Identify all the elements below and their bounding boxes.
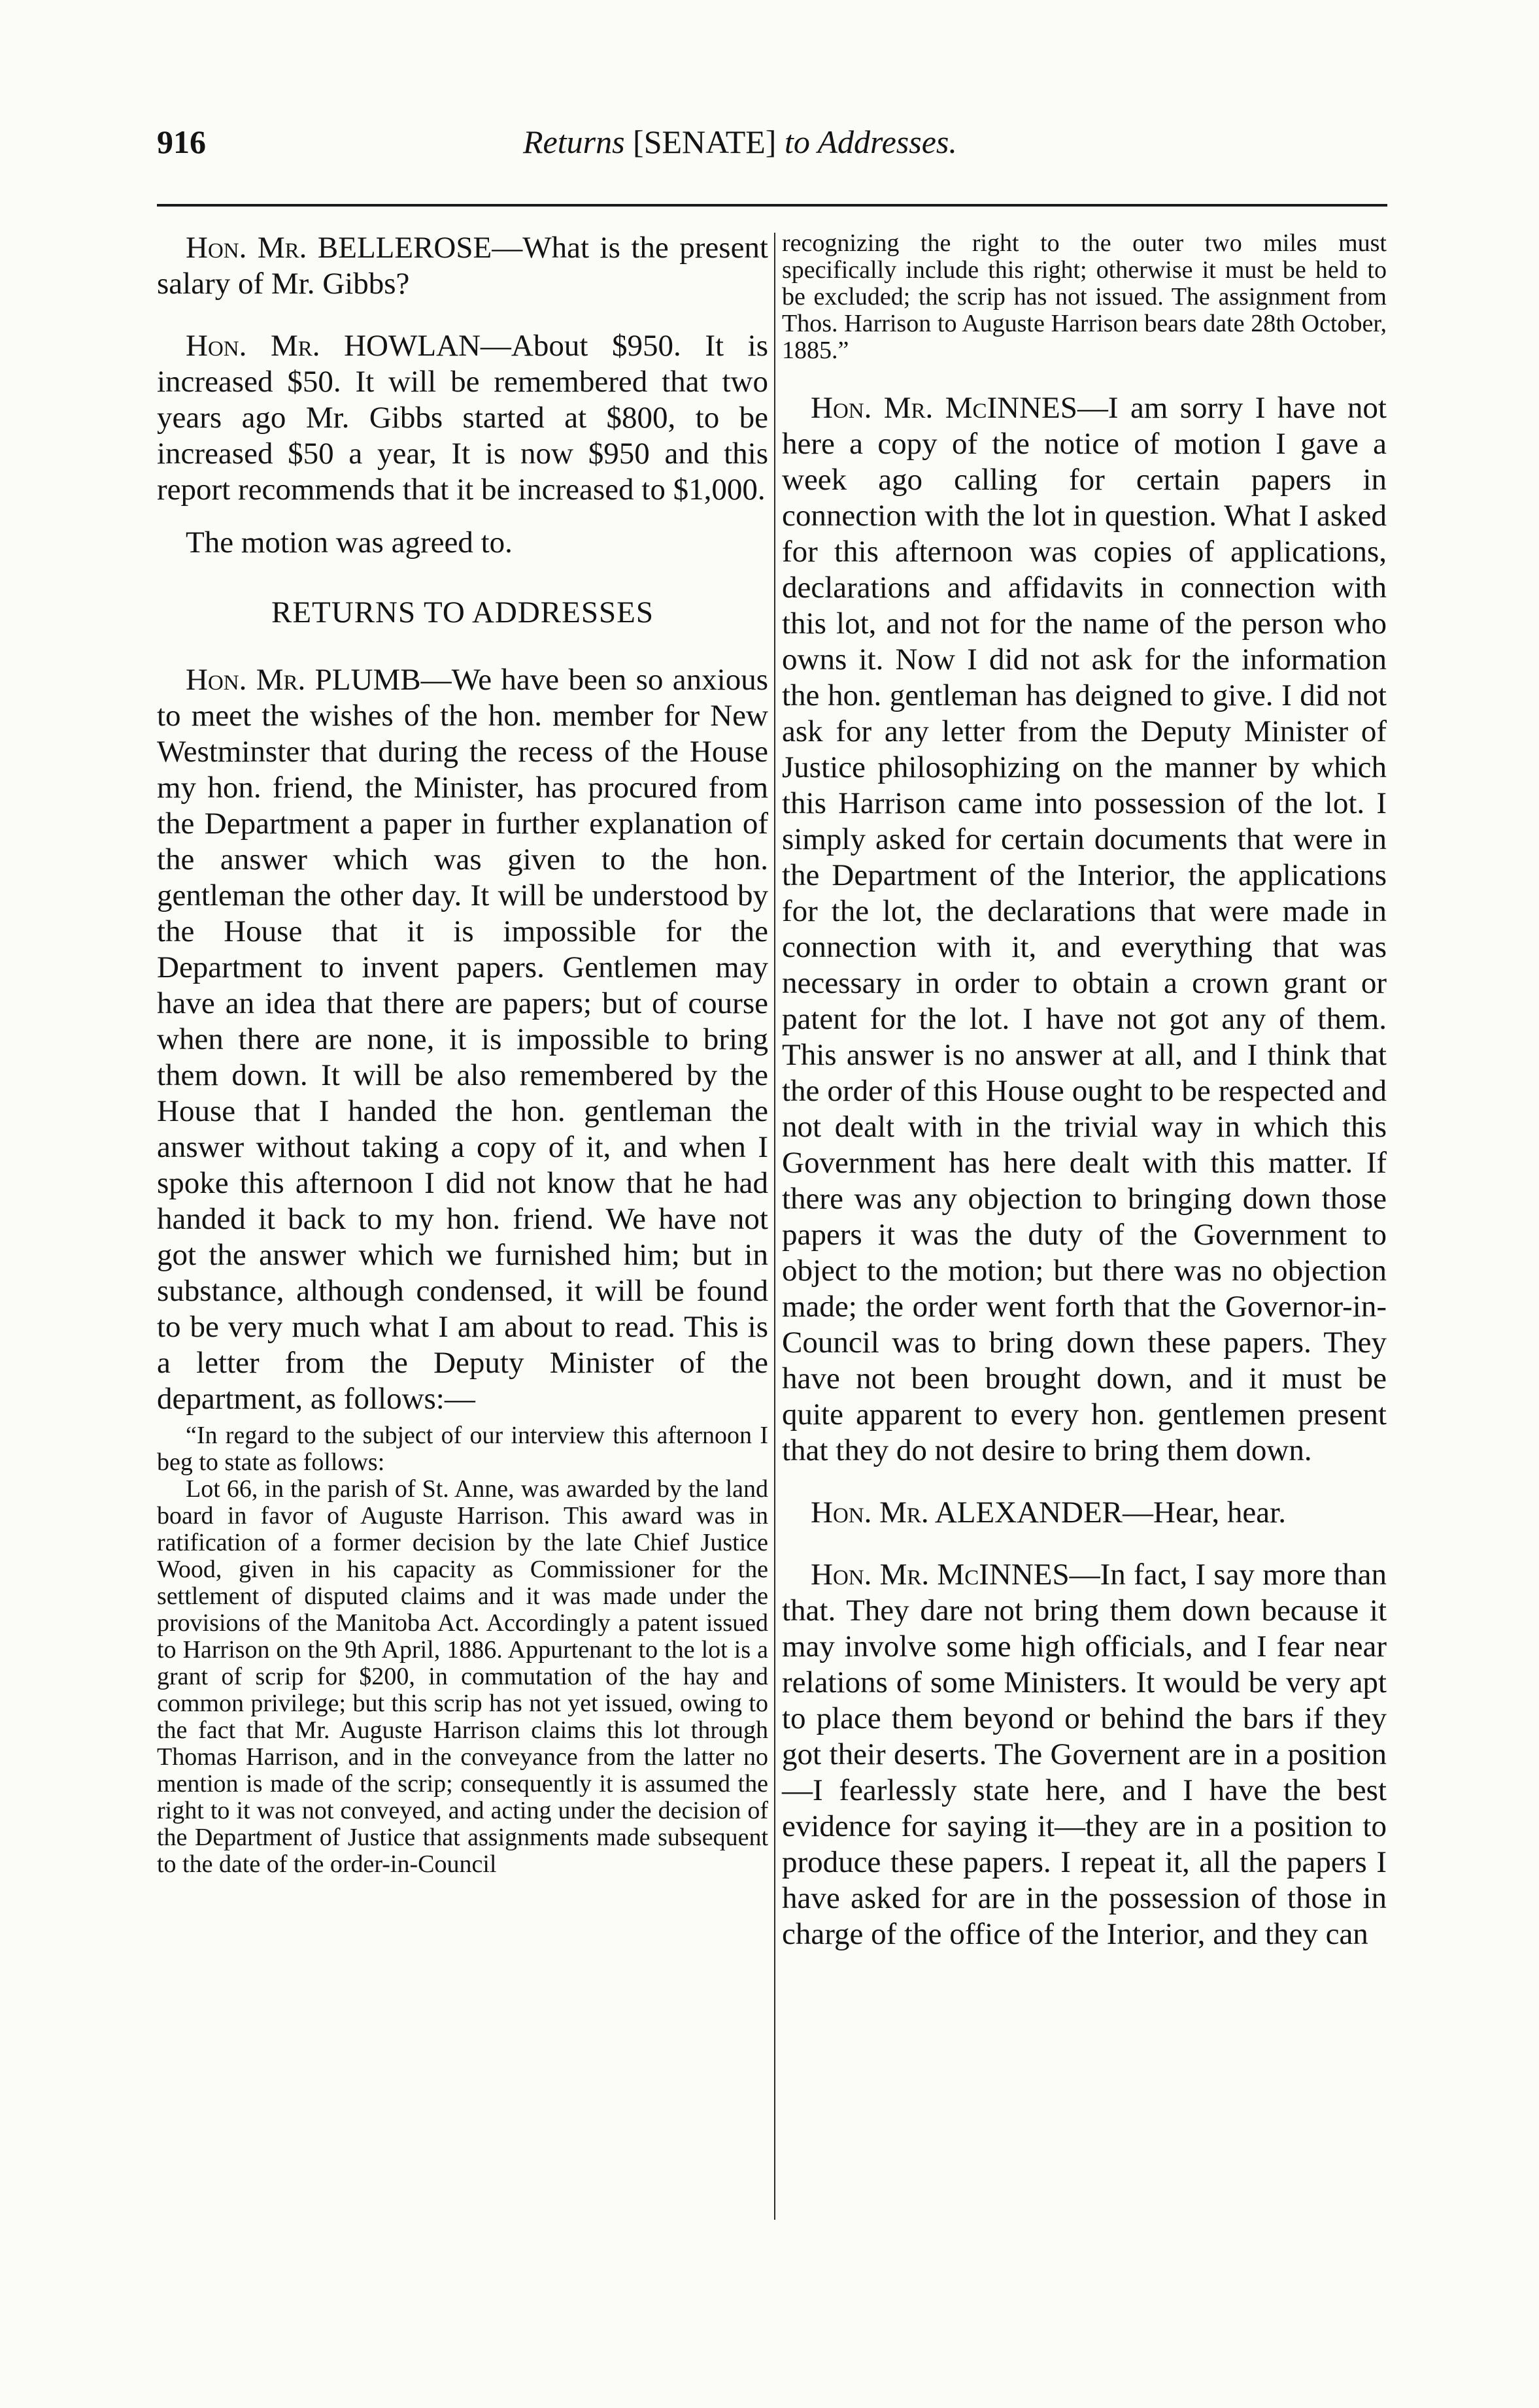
motion-agreed: The motion was agreed to. — [186, 526, 513, 560]
right-column — [782, 230, 1387, 1952]
header-rule — [157, 204, 1387, 207]
speech-text: —Hear, hear. — [1123, 1496, 1286, 1530]
speech-text: —We have been so anxious to meet the wishes of the hon. member for New Westminster that during the recess of the House my hon. friend, the Minister, has procured from the Department a paper in further explanation of the answer which was given to the hon. gentleman the other day. It will be understood by the House that it is impossible for the Department to invent papers. Gentlemen may have an idea that there are papers; but of course when there are none, it is impossible to bring them down. It will be also remembered by the House that I handed the hon. gentleman the answer without taking a copy of it, and when I spoke this afternoon I did not know that he had handed it back to my hon. friend. We have not got the answer which we furnished him; but in substance, although condensed, it will be found to be very much what I am about to read. This is a letter from the Deputy Minister of the department, as follows:— — [157, 663, 768, 1416]
speech-bellerose — [157, 230, 768, 302]
speech-text: —In fact, I say more than that. They dare not bring them down because it may involve some high officials, and I fear near relations of some Ministers. It would be very apt to place them beyond or behind the bars if they got their deserts. The Governent are in a position—I fearlessly state here, and I have the best evidence for saying it—they are in a position to produce these papers. I repeat it, all the papers I have asked for are in the possession of those in charge of the office of the Interior, and they can — [782, 1558, 1387, 1951]
speaker-name: Hon. Mr. PLUMB — [186, 663, 421, 697]
speaker-name: Hon. Mr. BELLEROSE — [186, 231, 492, 265]
speech-howlan — [157, 328, 768, 508]
speech-text: —What is the present salary of Mr. Gibbs? — [157, 231, 768, 301]
page-number: 916 — [157, 124, 206, 160]
speech-text: —I am sorry I have not here a copy of the notice of motion I gave a week ago calling for certain papers in connection with the lot in question. What I asked for this afternoon was copies of applications, declarations and affidavits in connection with this lot, and not for the name of the person who owns it. Now I did not ask for the information the hon. gentleman has deigned to give. I did not ask for any letter from the Deputy Minister of Justice philosophizing on the manner by which this Harrison came into possession of the lot. I simply asked for certain documents that were in the Department of the Interior, the applications for the lot, the declarations that were made in connection with it, and everything that was necessary in order to obtain a crown grant or patent for the lot. I have not got any of them. This answer is no answer at all, and I think that the order of this House ought to be respected and not dealt with in the trivial way in which this Government has here dealt with this matter. If there was any objection to bringing down those papers it was the duty of the Government to object to the motion; but there was no objection made; the order went forth that the Governor-in-Council was to bring down these papers. They have not been brought down, and it must be quite apparent to every hon. gentlemen present that they do not desire to bring them down. — [782, 391, 1387, 1467]
running-title-middle: [SENATE] — [633, 124, 777, 160]
running-title — [523, 123, 957, 161]
speaker-name: Hon. Mr. HOWLAN — [186, 329, 481, 363]
letter-quote-intro: “In regard to the subject of our interview this afternoon I beg to state as follows: — [157, 1422, 768, 1476]
column-divider — [774, 233, 775, 2220]
running-title-right: to Addresses. — [784, 124, 957, 160]
speech-mcinnes-2 — [782, 1557, 1387, 1952]
speaker-name: Hon. Mr. ALEXANDER — [811, 1496, 1123, 1530]
speech-alexander — [782, 1495, 1387, 1531]
speaker-name: Hon. Mr. McINNES — [811, 391, 1077, 425]
speech-mcinnes-1 — [782, 390, 1387, 1469]
section-heading: RETURNS TO ADDRESSES — [271, 595, 654, 629]
running-title-left: Returns — [523, 124, 625, 160]
speaker-name: Hon. Mr. McINNES — [811, 1558, 1070, 1592]
left-column — [157, 230, 768, 1878]
page-header — [157, 123, 1386, 175]
letter-quote-continued: recognizing the right to the outer two miles must specifically include this right; otherwise it must be held to be excluded; the scrip has not issued. The assignment from Thos. Harrison to Auguste Harrison bears date 28th October, 1885.” — [782, 229, 1387, 364]
speech-plumb — [157, 662, 768, 1417]
speech-text: —About $950. It is increased $50. It will be remembered that two years ago Mr. Gibbs started at $800, to be increased $50 a year, It is now $950 and this report recommends that it be increased to $1,000. — [157, 329, 768, 507]
letter-quote-body: Lot 66, in the parish of St. Anne, was awarded by the land board in favor of Auguste Harrison. This award was in ratification of a former decision by the late Chief Justice Wood, given in his capacity as Commissioner for the settlement of disputed claims and it was made under the provisions of the Manitoba Act. Accordingly a patent issued to Harrison on the 9th April, 1886. Appurtenant to the lot is a grant of scrip for $200, in commutation of the hay and common privilege; but this scrip has not yet issued, owing to the fact that Mr. Auguste Harrison claims this lot through Thomas Harrison, and in the conveyance from the latter no mention is made of the scrip; consequently it is assumed the right to it was not conveyed, and acting under the decision of the Department of Justice that assignments made subsequent to the date of the order-in-Council — [157, 1475, 768, 1878]
